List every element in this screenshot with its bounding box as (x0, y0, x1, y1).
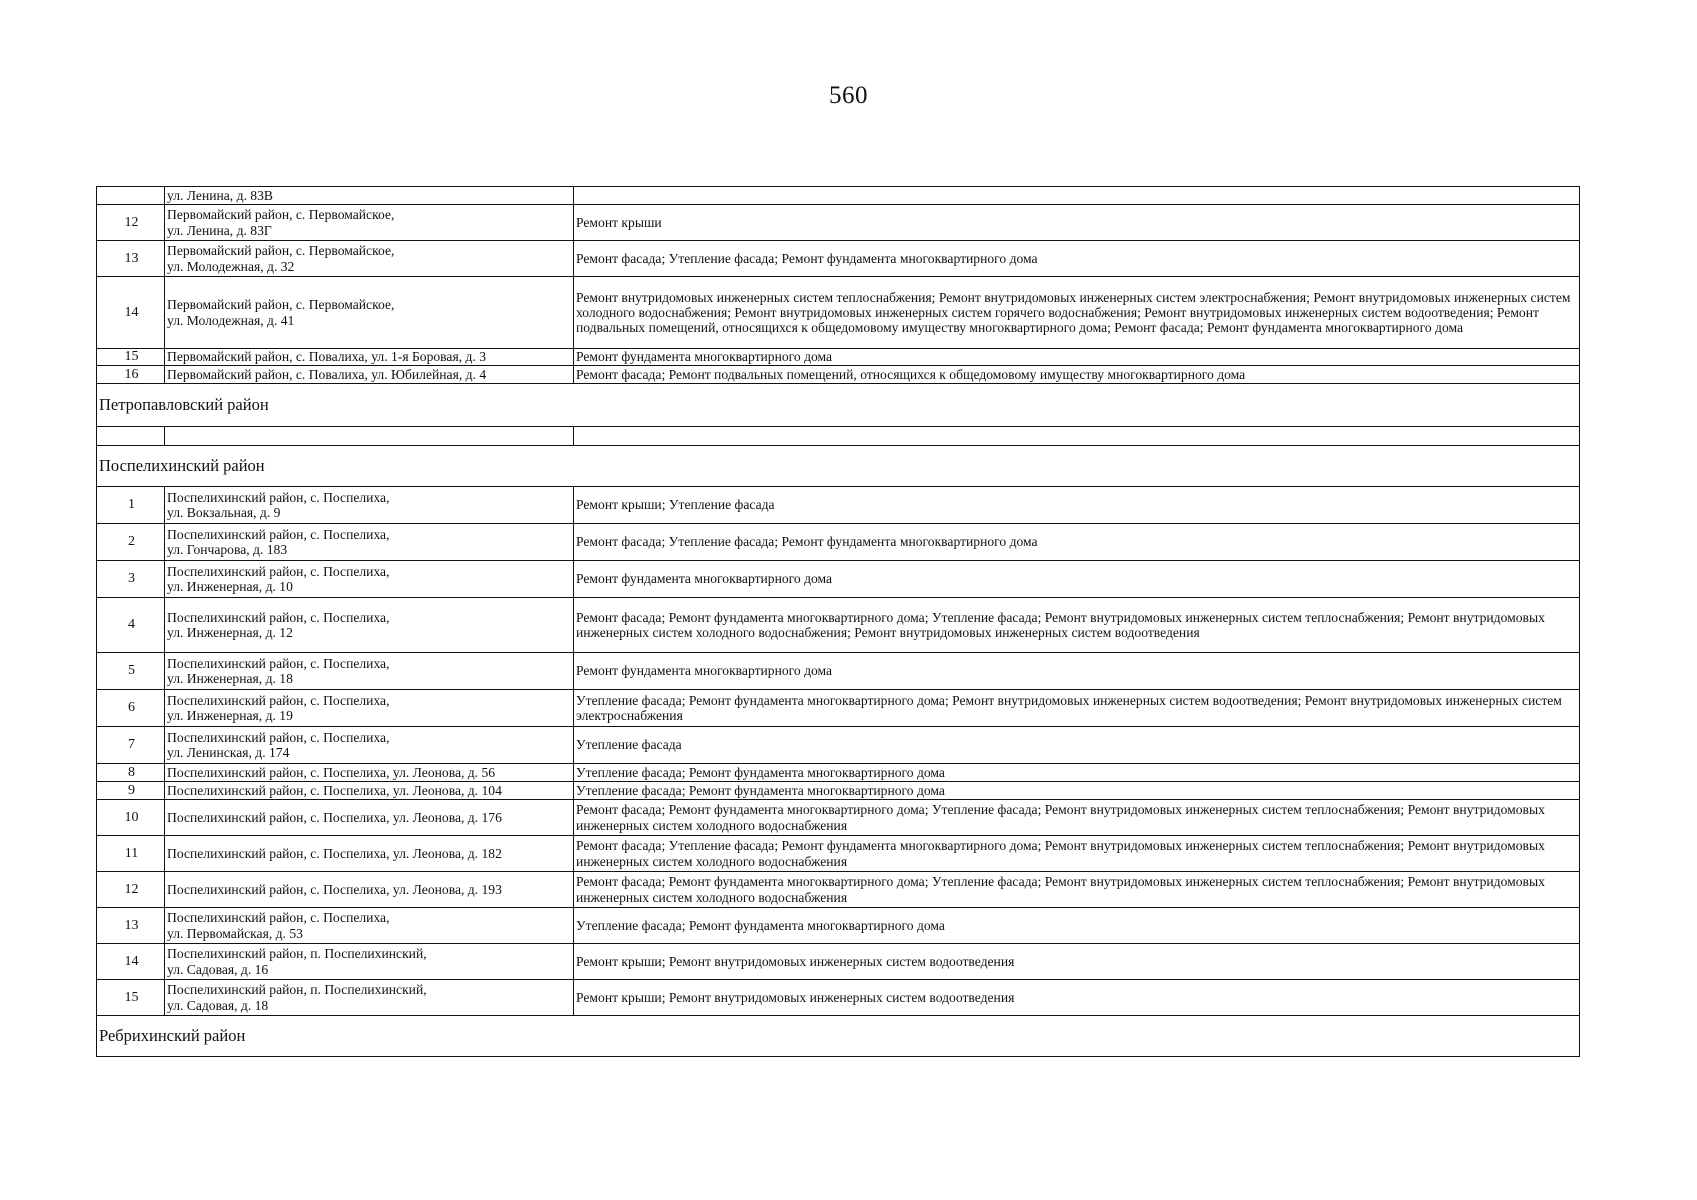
address-line: Поспелихинский район, с. Поспелиха, (167, 910, 390, 926)
address-cell (165, 241, 574, 277)
address-line: Первомайский район, с. Повалиха, ул. Юбилейная, д. 4 (167, 366, 487, 382)
address-line: ул. Садовая, д. 16 (167, 961, 269, 977)
page-number: 560 (829, 82, 868, 109)
petropavlovsky-section (97, 384, 1580, 487)
empty-address-cell (165, 427, 574, 446)
pervomaisky-rows (97, 187, 1580, 384)
address-line: Первомайский район, с. Первомайское, (167, 243, 395, 259)
table-row (97, 561, 1580, 598)
address-line: ул. Первомайская, д. 53 (167, 925, 303, 941)
address-cell (165, 764, 574, 782)
address-line: ул. Инженерная, д. 19 (167, 708, 293, 723)
row-number: 1 (97, 487, 165, 524)
row-number (97, 187, 165, 205)
table-row (97, 872, 1580, 908)
table-row (97, 241, 1580, 277)
address-cell (165, 980, 574, 1016)
row-number: 5 (97, 653, 165, 690)
address-cell (165, 205, 574, 241)
table-row (97, 366, 1580, 384)
address-cell (165, 561, 574, 598)
table-row (97, 187, 1580, 205)
address-cell (165, 598, 574, 653)
table-row (97, 782, 1580, 800)
address-cell (165, 366, 574, 384)
works-cell: Ремонт фундамента многоквартирного дома (574, 561, 1580, 598)
works-cell: Утепление фасада; Ремонт фундамента многоквартирного дома (574, 764, 1580, 782)
table-row (97, 727, 1580, 764)
address-line: ул. Ленина, д. 83В (167, 187, 273, 203)
address-cell (165, 908, 574, 944)
address-line: Поспелихинский район, с. Поспелиха, (167, 489, 390, 505)
row-number: 13 (97, 908, 165, 944)
address-line: Поспелихинский район, п. Поспелихинский, (167, 982, 427, 998)
works-cell: Ремонт фасада; Утепление фасада; Ремонт фундамента многоквартирного дома (574, 524, 1580, 561)
row-number: 10 (97, 800, 165, 836)
row-number: 8 (97, 764, 165, 782)
address-line: Поспелихинский район, с. Поспелиха, ул. Леонова, д. 176 (167, 809, 502, 825)
table-row (97, 487, 1580, 524)
table-row (97, 690, 1580, 727)
address-line: ул. Инженерная, д. 10 (167, 579, 293, 594)
address-line: Первомайский район, с. Первомайское, (167, 297, 395, 313)
table-row (97, 908, 1580, 944)
row-number: 13 (97, 241, 165, 277)
row-number: 11 (97, 836, 165, 872)
works-cell: Ремонт фасада; Ремонт фундамента многоквартирного дома; Утепление фасада; Ремонт внутридомовых инженерных систем теплоснабжения; Ремонт внутридомовых инженерных систем холодного водоснабжения; Ремонт внутридомовых инженерных систем водоотведения (574, 598, 1580, 653)
table-row (97, 598, 1580, 653)
repair-table (96, 186, 1580, 1057)
address-line: Поспелихинский район, с. Поспелиха, ул. Леонова, д. 193 (167, 881, 502, 897)
address-cell (165, 782, 574, 800)
address-line: ул. Садовая, д. 18 (167, 997, 269, 1013)
address-line: ул. Молодежная, д. 41 (167, 312, 295, 328)
address-line: Поспелихинский район, с. Поспелиха, ул. Леонова, д. 182 (167, 845, 502, 861)
address-line: Поспелихинский район, с. Поспелиха, (167, 609, 390, 625)
address-cell (165, 944, 574, 980)
works-cell (574, 187, 1580, 205)
works-cell: Ремонт фундамента многоквартирного дома (574, 653, 1580, 690)
row-number: 6 (97, 690, 165, 727)
works-cell: Утепление фасада; Ремонт фундамента многоквартирного дома (574, 908, 1580, 944)
section-heading-petropavlovsky: Петропавловский район (97, 384, 1580, 427)
address-line: Поспелихинский район, с. Поспелиха, (167, 729, 390, 745)
address-cell (165, 277, 574, 349)
empty-works-cell (574, 427, 1580, 446)
works-cell: Ремонт крыши; Утепление фасада (574, 487, 1580, 524)
row-number: 14 (97, 944, 165, 980)
row-number: 12 (97, 205, 165, 241)
address-line: Поспелихинский район, с. Поспелиха, (167, 526, 390, 542)
address-cell (165, 653, 574, 690)
address-line: ул. Гончарова, д. 183 (167, 542, 288, 557)
table-row (97, 800, 1580, 836)
address-line: ул. Инженерная, д. 18 (167, 671, 293, 686)
address-line: Поспелихинский район, с. Поспелиха, ул. Леонова, д. 56 (167, 764, 496, 780)
works-cell: Ремонт фасада; Ремонт фундамента многоквартирного дома; Утепление фасада; Ремонт внутридомовых инженерных систем теплоснабжения; Ремонт внутридомовых инженерных систем холодного водоснабжения (574, 800, 1580, 836)
address-cell (165, 727, 574, 764)
address-line: Первомайский район, с. Первомайское, (167, 207, 395, 223)
table-row (97, 764, 1580, 782)
address-line: ул. Ленина, д. 83Г (167, 222, 272, 238)
pospelikhinsky-rows (97, 487, 1580, 1016)
address-line: Поспелихинский район, с. Поспелиха, (167, 563, 390, 579)
address-line: ул. Ленинская, д. 174 (167, 745, 290, 760)
works-cell: Ремонт фасада; Ремонт подвальных помещений, относящихся к общедомовому имуществу многоквартирного дома (574, 366, 1580, 384)
section-heading-pospelikhinsky: Поспелихинский район (97, 446, 1580, 487)
row-number: 4 (97, 598, 165, 653)
table-row (97, 524, 1580, 561)
address-cell (165, 187, 574, 205)
address-cell (165, 524, 574, 561)
works-cell: Утепление фасада; Ремонт фундамента многоквартирного дома; Ремонт внутридомовых инженерных систем водоотведения; Ремонт внутридомовых инженерных систем электроснабжения (574, 690, 1580, 727)
row-number: 14 (97, 277, 165, 349)
works-cell: Ремонт крыши (574, 205, 1580, 241)
address-line: ул. Инженерная, д. 12 (167, 625, 293, 640)
address-cell (165, 349, 574, 366)
address-line: Поспелихинский район, с. Поспелиха, (167, 655, 390, 671)
address-cell (165, 487, 574, 524)
table-row (97, 836, 1580, 872)
empty-num-cell (97, 427, 165, 446)
address-cell (165, 836, 574, 872)
row-number: 12 (97, 872, 165, 908)
address-cell (165, 690, 574, 727)
table-row (97, 653, 1580, 690)
address-cell (165, 872, 574, 908)
row-number: 3 (97, 561, 165, 598)
row-number: 9 (97, 782, 165, 800)
table-row (97, 349, 1580, 366)
address-line: Поспелихинский район, п. Поспелихинский, (167, 946, 427, 962)
works-cell: Ремонт фасада; Утепление фасада; Ремонт фундамента многоквартирного дома; Ремонт внутридомовых инженерных систем теплоснабжения; Ремонт внутридомовых инженерных систем холодного водоснабжения (574, 836, 1580, 872)
address-line: Поспелихинский район, с. Поспелиха, (167, 692, 390, 708)
address-line: ул. Молодежная, д. 32 (167, 258, 295, 274)
works-cell: Ремонт внутридомовых инженерных систем теплоснабжения; Ремонт внутридомовых инженерных систем электроснабжения; Ремонт внутридомовых инженерных систем холодного водоснабжения; Ремонт внутридомовых инженерных систем горячего водоснабжения; Ремонт внутридомовых инженерных систем водоотведения; Ремонт подвальных помещений, относящихся к общедомовому имуществу многоквартирного дома; Ремонт фасада; Ремонт фундамента многоквартирного дома (574, 277, 1580, 349)
works-cell: Ремонт фасада; Утепление фасада; Ремонт фундамента многоквартирного дома (574, 241, 1580, 277)
table-row (97, 944, 1580, 980)
row-number: 2 (97, 524, 165, 561)
works-cell: Утепление фасада; Ремонт фундамента многоквартирного дома (574, 782, 1580, 800)
row-number: 16 (97, 366, 165, 384)
table-row (97, 980, 1580, 1016)
row-number: 7 (97, 727, 165, 764)
row-number: 15 (97, 349, 165, 366)
works-cell: Ремонт фундамента многоквартирного дома (574, 349, 1580, 366)
works-cell: Ремонт крыши; Ремонт внутридомовых инженерных систем водоотведения (574, 944, 1580, 980)
section-heading-rebrikhinsky: Ребрихинский район (97, 1016, 1580, 1057)
address-cell (165, 800, 574, 836)
works-cell: Утепление фасада (574, 727, 1580, 764)
address-line: Первомайский район, с. Повалиха, ул. 1-я Боровая, д. 3 (167, 349, 487, 365)
works-cell: Ремонт фасада; Ремонт фундамента многоквартирного дома; Утепление фасада; Ремонт внутридомовых инженерных систем теплоснабжения; Ремонт внутридомовых инженерных систем холодного водоснабжения (574, 872, 1580, 908)
table-row (97, 205, 1580, 241)
address-line: Поспелихинский район, с. Поспелиха, ул. Леонова, д. 104 (167, 782, 502, 798)
rebrikhinsky-section (97, 1016, 1580, 1057)
works-cell: Ремонт крыши; Ремонт внутридомовых инженерных систем водоотведения (574, 980, 1580, 1016)
table-row (97, 277, 1580, 349)
address-line: ул. Вокзальная, д. 9 (167, 505, 281, 520)
row-number: 15 (97, 980, 165, 1016)
